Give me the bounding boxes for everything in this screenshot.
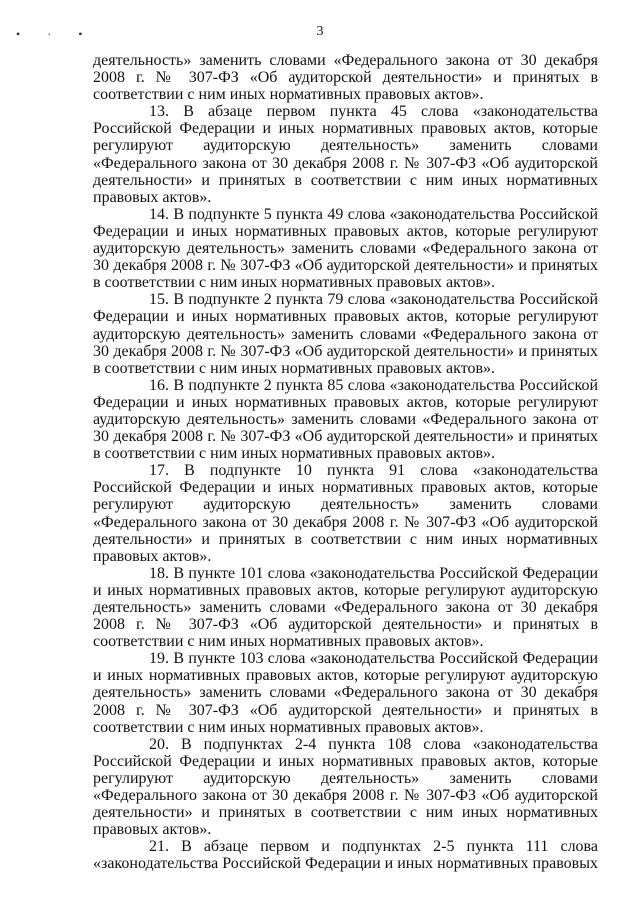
paragraph-21: 21. В абзаце первом и подпунктах 2-5 пункта 111 слова «законодательства Российской Федерации и иных нормативных правовых	[93, 838, 598, 873]
paragraph-15: 15. В подпункте 2 пункта 79 слова «законодательства Российской Федерации и иных нормативных правовых актов, которые регулируют аудиторскую деятельность» заменить словами «Федерального закона от 30 декабря 2008 г. № 307-ФЗ «Об аудиторской деятельности» и принятых в соответствии с ним иных нормативных правовых актов».	[93, 291, 598, 377]
page-number: 3	[316, 24, 324, 39]
paragraph-20: 20. В подпунктах 2-4 пункта 108 слова «законодательства Российской Федерации и иных нормативных правовых актов, которые регулируют аудиторскую деятельность» заменить словами «Федерального закона от 30 декабря 2008 г. № 307-ФЗ «Об аудиторской деятельности» и принятых в соответствии с ним иных нормативных правовых актов».	[93, 735, 598, 839]
paragraph-18: 18. В пункте 101 слова «законодательства Российской Федерации и иных нормативных правовых актов, которые регулируют аудиторскую деятельность» заменить словами «Федерального закона от 30 декабря 2008 г. № 307-ФЗ «Об аудиторской деятельности» и принятых в соответствии с ним иных нормативных правовых актов».	[93, 564, 598, 651]
paragraph-16: 16. В подпункте 2 пункта 85 слова «законодательства Российской Федерации и иных нормативных правовых актов, которые регулируют аудиторскую деятельность» заменить словами «Федерального закона от 30 декабря 2008 г. № 307-ФЗ «Об аудиторской деятельности» и принятых в соответствии с ним иных нормативных правовых актов».	[93, 376, 598, 463]
paragraph-14: 14. В подпункте 5 пункта 49 слова «законодательства Российской Федерации и иных нормативных правовых актов, которые регулируют аудиторскую деятельность» заменить словами «Федерального закона от 30 декабря 2008 г. № 307-ФЗ «Об аудиторской деятельности» и принятых в соответствии с ним иных нормативных правовых актов».	[93, 205, 598, 292]
paragraph-13: 13. В абзаце первом пункта 45 слова «законодательства Российской Федерации и иных нормативных правовых актов, которые регулируют аудиторскую деятельность» заменить словами «Федерального закона от 30 декабря 2008 г. № 307-ФЗ «Об аудиторской деятельности» и принятых в соответствии с ним иных нормативных правовых актов».	[93, 103, 598, 206]
paragraph-17: 17. В подпункте 10 пункта 91 слова «законодательства Российской Федерации и иных нормативных правовых актов, которые регулируют аудиторскую деятельность» заменить словами «Федерального закона от 30 декабря 2008 г. № 307-ФЗ «Об аудиторской деятельности» и принятых в соответствии с ним иных нормативных правовых актов».	[93, 462, 598, 565]
document-body	[93, 52, 598, 873]
scan-marks: • · •	[16, 27, 95, 41]
paragraph-19: 19. В пункте 103 слова «законодательства Российской Федерации и иных нормативных правовых актов, которые регулируют аудиторскую деятельность» заменить словами «Федерального закона от 30 декабря 2008 г. № 307-ФЗ «Об аудиторской деятельности» и принятых в соответствии с ним иных нормативных правовых актов».	[93, 650, 598, 736]
paragraph-continuation: деятельность» заменить словами «Федерального закона от 30 декабря 2008 г. № 307-ФЗ «Об аудиторской деятельности» и принятых в соответствии с ним иных нормативных правовых актов».	[93, 52, 598, 104]
